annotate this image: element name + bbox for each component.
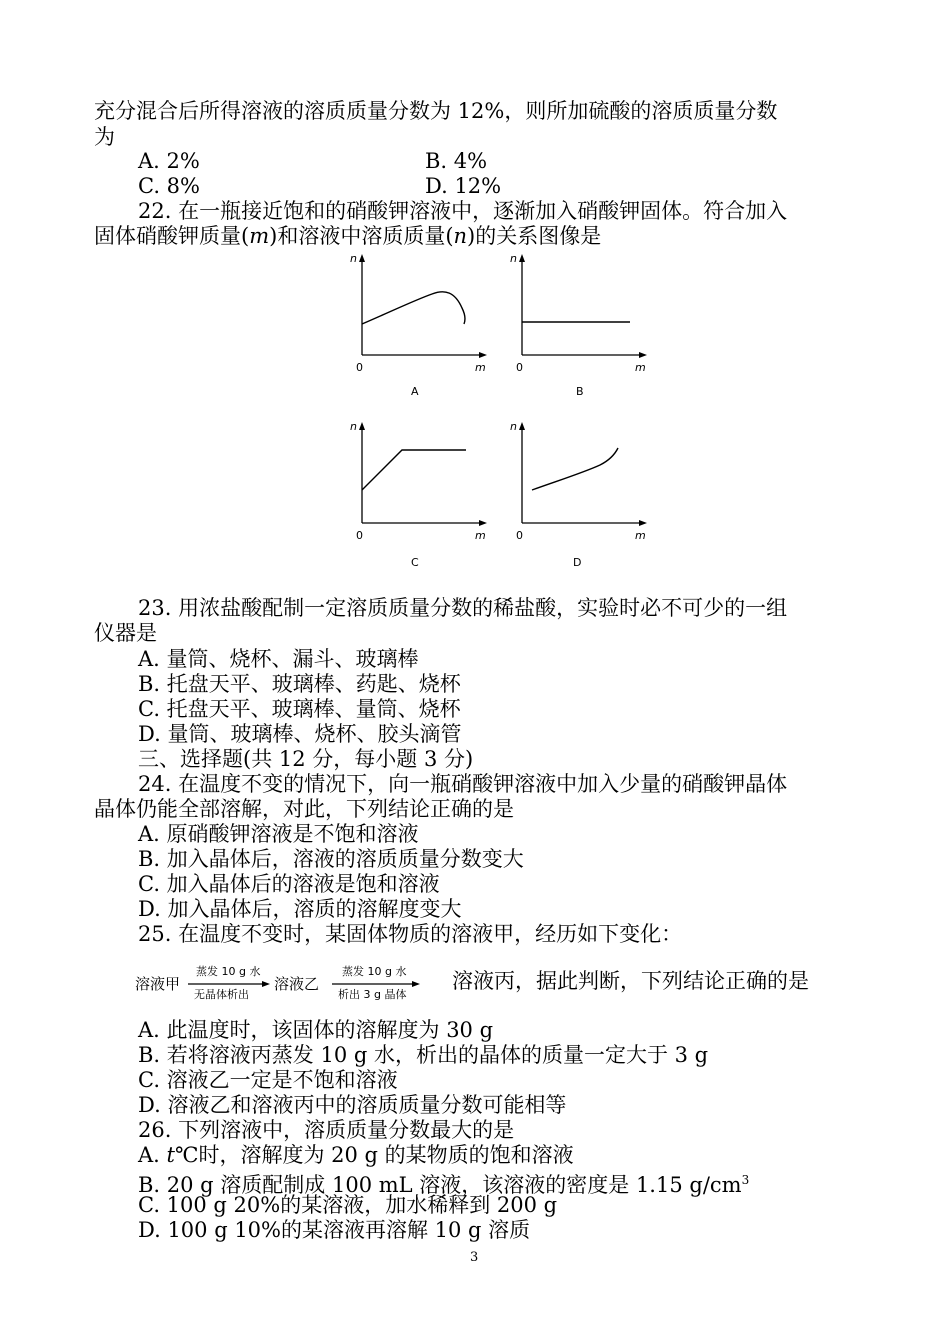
q23-option-a: A. 量筒、烧杯、漏斗、玻璃棒 — [138, 647, 419, 671]
q26-option-c: C. 100 g 20%的某溶液，加水稀释到 200 g — [138, 1193, 558, 1217]
graph-a-y-label: n — [350, 252, 357, 265]
graph-c-x-label: m — [475, 529, 486, 542]
solution-jia: 溶液甲 — [135, 975, 181, 993]
q21-option-b: B. 4% — [425, 149, 488, 173]
arrow1-bottom-label: 无晶体析出 — [194, 988, 249, 1001]
graph-d-label: D — [573, 556, 582, 569]
graph-b-x-label: m — [635, 361, 646, 374]
graph-a-origin: 0 — [356, 361, 363, 374]
q21-option-d: D. 12% — [425, 174, 502, 198]
q25-tail: 溶液丙，据此判断，下列结论正确的是 — [452, 969, 809, 993]
q24-line1: 24. 在温度不变的情况下，向一瓶硝酸钾溶液中加入少量的硝酸钾晶体 — [138, 772, 788, 796]
q25-process-diagram — [132, 960, 432, 1002]
q25-option-a: A. 此温度时，该固体的溶解度为 30 g — [138, 1018, 494, 1042]
q25-line1: 25. 在温度不变时，某固体物质的溶液甲，经历如下变化： — [138, 922, 683, 946]
graph-d-origin: 0 — [516, 529, 523, 542]
q26-option-d: D. 100 g 10%的某溶液再溶解 10 g 溶质 — [138, 1218, 531, 1242]
graph-c-curve — [362, 450, 466, 490]
graph-d — [500, 420, 660, 570]
graph-b-origin: 0 — [516, 361, 523, 374]
solution-yi: 溶液乙 — [274, 975, 320, 993]
q24-option-a: A. 原硝酸钾溶液是不饱和溶液 — [138, 822, 419, 846]
graph-a-label: A — [411, 385, 419, 398]
arrow2-icon — [332, 980, 420, 988]
q24-option-d: D. 加入晶体后，溶质的溶解度变大 — [138, 897, 462, 921]
graph-a — [340, 252, 500, 402]
graph-c-label: C — [411, 556, 419, 569]
q21-line1: 充分混合后所得溶液的溶质质量分数为 12%，则所加硫酸的溶质质量分数 — [94, 99, 778, 123]
q21-option-a: A. 2% — [138, 149, 200, 173]
graph-c-y-label: n — [350, 420, 357, 433]
q23-line1: 23. 用浓盐酸配制一定溶质质量分数的稀盐酸，实验时必不可少的一组 — [138, 596, 788, 620]
graph-b-label: B — [576, 385, 584, 398]
graph-a-x-label: m — [475, 361, 486, 374]
graph-d-curve — [532, 448, 618, 490]
q24-line2: 晶体仍能全部溶解，对此，下列结论正确的是 — [94, 797, 514, 821]
arrow1-top-label: 蒸发 10 g 水 — [196, 965, 261, 978]
graph-b — [500, 252, 660, 402]
arrow1-icon — [188, 980, 270, 988]
q22-line2: 固体硝酸钾质量(m)和溶液中溶质质量(n)的关系图像是 — [94, 224, 602, 248]
q23-option-d: D. 量筒、玻璃棒、烧杯、胶头滴管 — [138, 722, 462, 746]
graph-c-origin: 0 — [356, 529, 363, 542]
q22-line1: 22. 在一瓶接近饱和的硝酸钾溶液中，逐渐加入硝酸钾固体。符合加入 — [138, 199, 788, 223]
q26-option-a: A. t℃时，溶解度为 20 g 的某物质的饱和溶液 — [138, 1143, 574, 1167]
graph-c — [340, 420, 500, 570]
page-number: 3 — [470, 1250, 479, 1265]
q26-line1: 26. 下列溶液中，溶质质量分数最大的是 — [138, 1118, 515, 1142]
graph-d-y-label: n — [510, 420, 517, 433]
graph-d-x-label: m — [635, 529, 646, 542]
q21-line2: 为 — [94, 125, 115, 149]
q25-option-c: C. 溶液乙一定是不饱和溶液 — [138, 1068, 398, 1092]
q23-option-c: C. 托盘天平、玻璃棒、量筒、烧杯 — [138, 697, 461, 721]
q24-option-b: B. 加入晶体后，溶液的溶质质量分数变大 — [138, 847, 524, 871]
q25-option-b: B. 若将溶液丙蒸发 10 g 水，析出的晶体的质量一定大于 3 g — [138, 1043, 709, 1067]
q25-option-d: D. 溶液乙和溶液丙中的溶质质量分数可能相等 — [138, 1093, 567, 1117]
q24-option-c: C. 加入晶体后的溶液是饱和溶液 — [138, 872, 440, 896]
arrow2-bottom-label: 析出 3 g 晶体 — [338, 988, 407, 1001]
q26-option-b: B. 20 g 溶质配制成 100 mL 溶液，该溶液的密度是 1.15 $g/cm^3$ — [138, 1173, 750, 1197]
q21-option-c: C. 8% — [138, 174, 200, 198]
graph-a-curve — [362, 292, 465, 324]
section-heading: 三、选择题(共 12 分，每小题 3 分) — [138, 747, 474, 771]
q23-option-b: B. 托盘天平、玻璃棒、药匙、烧杯 — [138, 672, 461, 696]
arrow2-top-label: 蒸发 10 g 水 — [342, 965, 407, 978]
q23-line2: 仪器是 — [94, 621, 157, 645]
graph-b-y-label: n — [510, 252, 517, 265]
